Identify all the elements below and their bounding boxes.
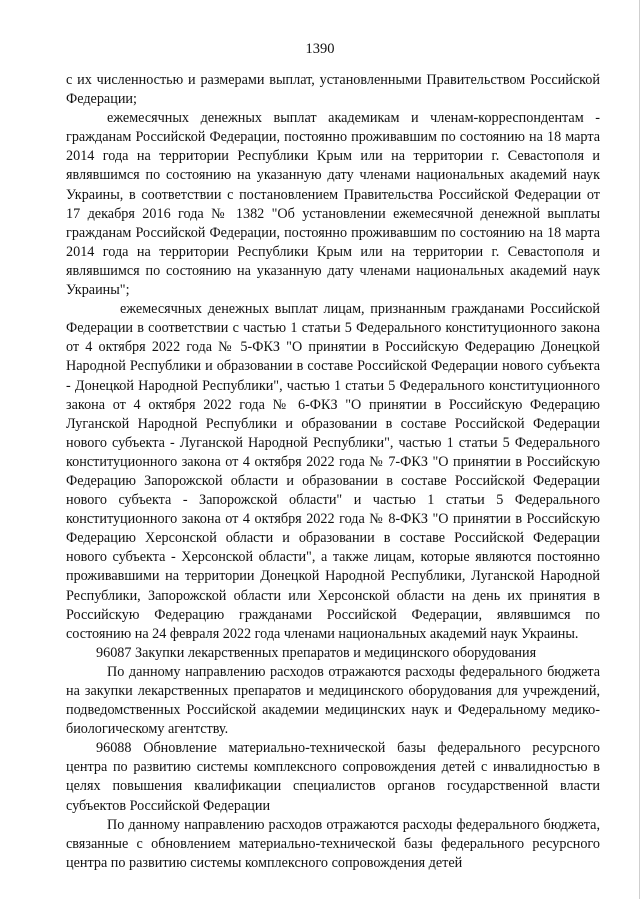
paragraph-new-citizens-payments: ежемесячных денежных выплат лицам, признанным гражданами Российской Федерации в соответствии с частью 1 статьи 5 Федерального конституционного закона от 4 октября 2022 года № 5-ФКЗ "О принятии в Российскую Федерацию Донецкой Народной Республики и образовании в составе Российской Федерации нового субъекта - Донецкой Народной Республики", частью 1 статьи 5 Федерального конституционного закона от 4 октября 2022 года № 6-ФКЗ "О принятии в Российскую Федерацию Луганской Народной Республики и образовании в составе Российской Федерации нового субъекта - Луганской Народной Республики", частью 1 статьи 5 Федерального конституционного закона от 4 октября 2022 года № 7-ФКЗ "О принятии в Российскую Федерацию Запорожской области и образовании в составе Российской Федерации нового субъекта - Запорожской области" и частью 1 статьи 5 Федерального конституционного закона от 4 октября 2022 года № 8-ФКЗ "О принятии в Российскую Федерацию Херсонской области и образовании в составе Российской Федерации нового субъекта - Херсонской области", а также лицам, которые являются постоянно проживавшими на территории Донецкой Народной Республики, Луганской Народной Республики, Запорожской области или Херсонской области на день их принятия в Российскую Федерацию гражданами Российской Федерации, являвшимся по состоянию на 24 февраля 2022 года членами национальных академий наук Украины.	[66, 301, 600, 642]
section-heading-96087: 96087 Закупки лекарственных препаратов и медицинского оборудования	[96, 644, 537, 661]
paragraph-continuation: с их численностью и размерами выплат, установленными Правительством Российской Федерации;	[66, 72, 600, 108]
paragraph-96087-description: По данному направлению расходов отражаются расходы федерального бюджета на закупки лекарственных препаратов и медицинского оборудования для учреждений, подведомственных Российской академии медицинских наук и Федеральному медико-биологическому агентству.	[66, 663, 600, 738]
paragraph-96088-description: По данному направлению расходов отражаются расходы федерального бюджета, связанные с обновлением материально-технической базы федерального ресурсного центра по развитию системы комплексного сопровождения детей	[66, 816, 600, 871]
section-heading-96088: 96088 Обновление материально-технической базы федерального ресурсного центра по развитию системы комплексного сопровождения детей с инвалидностью в целях повышения квалификации специалистов органов государственной власти субъектов Российской Федерации	[66, 740, 600, 814]
document-body	[66, 71, 600, 873]
paragraph-academicians-payments: ежемесячных денежных выплат академикам и членам-корреспондентам - гражданам Российской Федерации, постоянно проживавшим по состоянию на 18 марта 2014 года на территории Республики Крым или на территории г. Севастополя и являвшимся по состоянию на указанную дату членами национальных академий наук Украины, в соответствии с постановлением Правительства Российской Федерации от 17 декабря 2016 года № 1382 "Об установлении ежемесячной денежной выплаты гражданам Российской Федерации, постоянно проживавшим по состоянию на 18 марта 2014 года на территории Республики Крым или на территории г. Севастополя и являвшимся по состоянию на указанную дату членами национальных академий наук Украины";	[66, 110, 600, 299]
page-number: 1390	[305, 41, 335, 57]
